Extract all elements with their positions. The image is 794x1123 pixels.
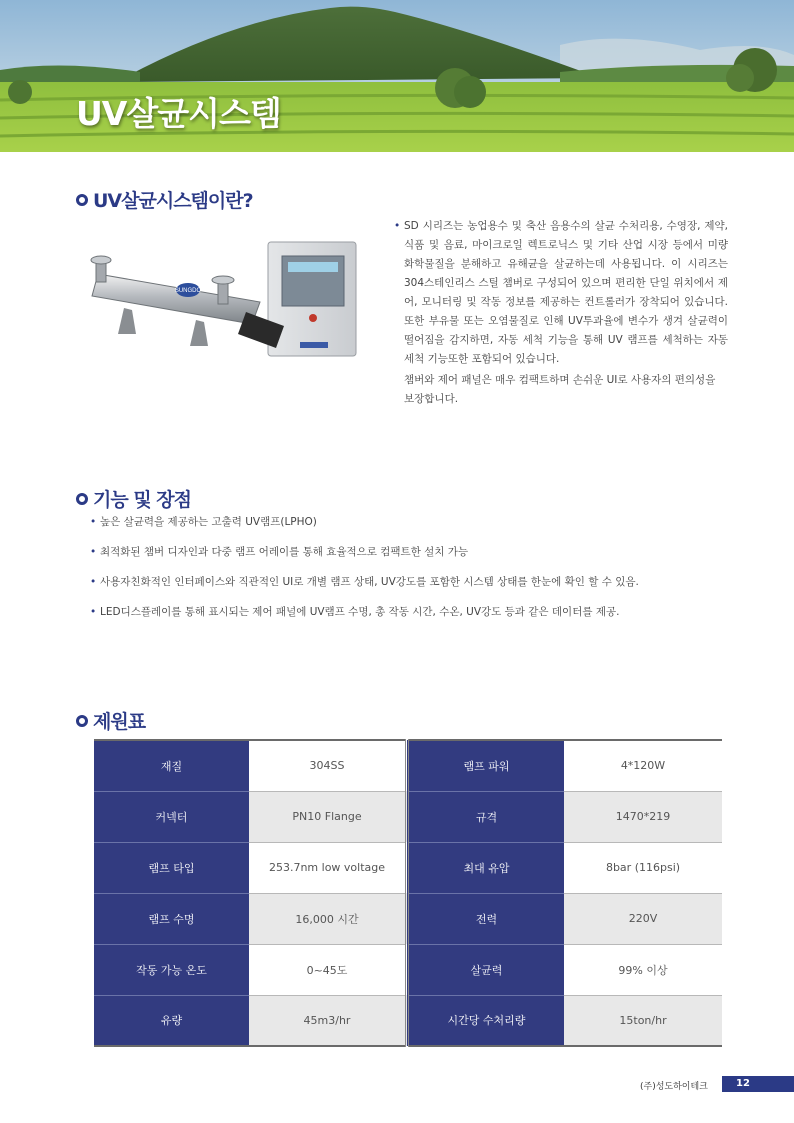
circle-bullet-icon [76,194,88,206]
spec-label: 커넥터 [94,791,249,842]
company-name: (주)성도하이테크 [640,1082,708,1092]
uv-sterilizer-product-image [88,230,378,370]
intro-heading-text: UV살균시스템이란? [93,190,253,212]
feature-item: • 사용자친화적인 인터페이스와 직관적인 UI로 개별 램프 상태, UV강도를 포함한 시스템 상태를 한눈에 확인 할 수 있음. [90,574,740,604]
spec-value: 15ton/hr [564,995,722,1046]
spec-label: 램프 타입 [94,842,249,893]
table-row [94,842,722,893]
table-row [94,740,722,791]
page-footer [0,1076,794,1092]
table-row [94,944,722,995]
header-banner [0,0,794,152]
spec-label: 최대 유압 [407,842,564,893]
spec-label: 작동 가능 온도 [94,944,249,995]
spec-label: 규격 [407,791,564,842]
page-title: UV살균시스템 [76,94,281,133]
spec-value: 4*120W [564,740,722,791]
spec-value: 0~45도 [249,944,407,995]
spec-label: 램프 파워 [407,740,564,791]
specs-heading [76,707,145,734]
spec-table [94,739,722,1047]
table-row [94,995,722,1046]
table-row [94,893,722,944]
spec-value: 220V [564,893,722,944]
page-number-bar [722,1076,794,1092]
spec-value: 1470*219 [564,791,722,842]
spec-label: 램프 수명 [94,893,249,944]
feature-item: • LED디스플레이를 통해 표시되는 제어 패널에 UV램프 수명, 총 작동 시간, 수온, UV강도 등과 같은 데이터를 제공. [90,604,740,634]
features-heading [76,485,191,512]
spec-value: 304SS [249,740,407,791]
circle-bullet-icon [76,493,88,505]
spec-label: 재질 [94,740,249,791]
spec-value: 16,000 시간 [249,893,407,944]
page-number: 12 [736,1078,750,1089]
intro-heading [76,186,253,213]
intro-paragraph: 챔버와 제어 패널은 매우 컴팩트하며 손쉬운 UI로 사용자의 편의성을 보장합니다. [404,374,716,405]
spec-value: 8bar (116psi) [564,842,722,893]
specs-heading-text: 제원표 [93,711,146,733]
brand-label: SUNGDO [174,288,202,294]
spec-value: 253.7nm low voltage [249,842,407,893]
table-row [94,791,722,842]
spec-label: 유량 [94,995,249,1046]
spec-label: 시간당 수처리량 [407,995,564,1046]
circle-bullet-icon [76,715,88,727]
spec-value: 99% 이상 [564,944,722,995]
spec-value: 45m3/hr [249,995,407,1046]
intro-description [394,217,728,409]
features-list [90,514,740,634]
spec-value: PN10 Flange [249,791,407,842]
feature-item: • 최적화된 챔버 디자인과 다중 램프 어레이를 통해 효율적으로 컴팩트한 설치 가능 [90,544,740,574]
spec-label: 전력 [407,893,564,944]
intro-paragraph: • SD 시리즈는 농업용수 및 축산 음용수의 살균 수처리용, 수영장, 제약, 식품 및 음료, 마이크로일 렉트로닉스 및 기타 산업 시장 등에서 미량 화학물질을 분해하고 유해균을 살균하는데 사용됩니다. 이 시리즈는 304스테인리스 스틸 챔버로 구성되어 있으며 편리한 단일 위치에서 제어, 모니터링 및 작동 정보를 제공하는 컨트롤러가 장착되어 있습니다. 또한 부유물 또는 오염물질로 인해 UV투과율에 변수가 생겨 살균력이 떨어짐을 감지하면, 자동 세척 기능을 통해 UV 램프를 세척하는 자동 세척 기능또한 포함되어 있습니다. [394,217,728,369]
spec-label: 살균력 [407,944,564,995]
feature-item: • 높은 살균력을 제공하는 고출력 UV램프(LPHO) [90,514,740,544]
features-heading-text: 기능 및 장점 [93,489,191,511]
